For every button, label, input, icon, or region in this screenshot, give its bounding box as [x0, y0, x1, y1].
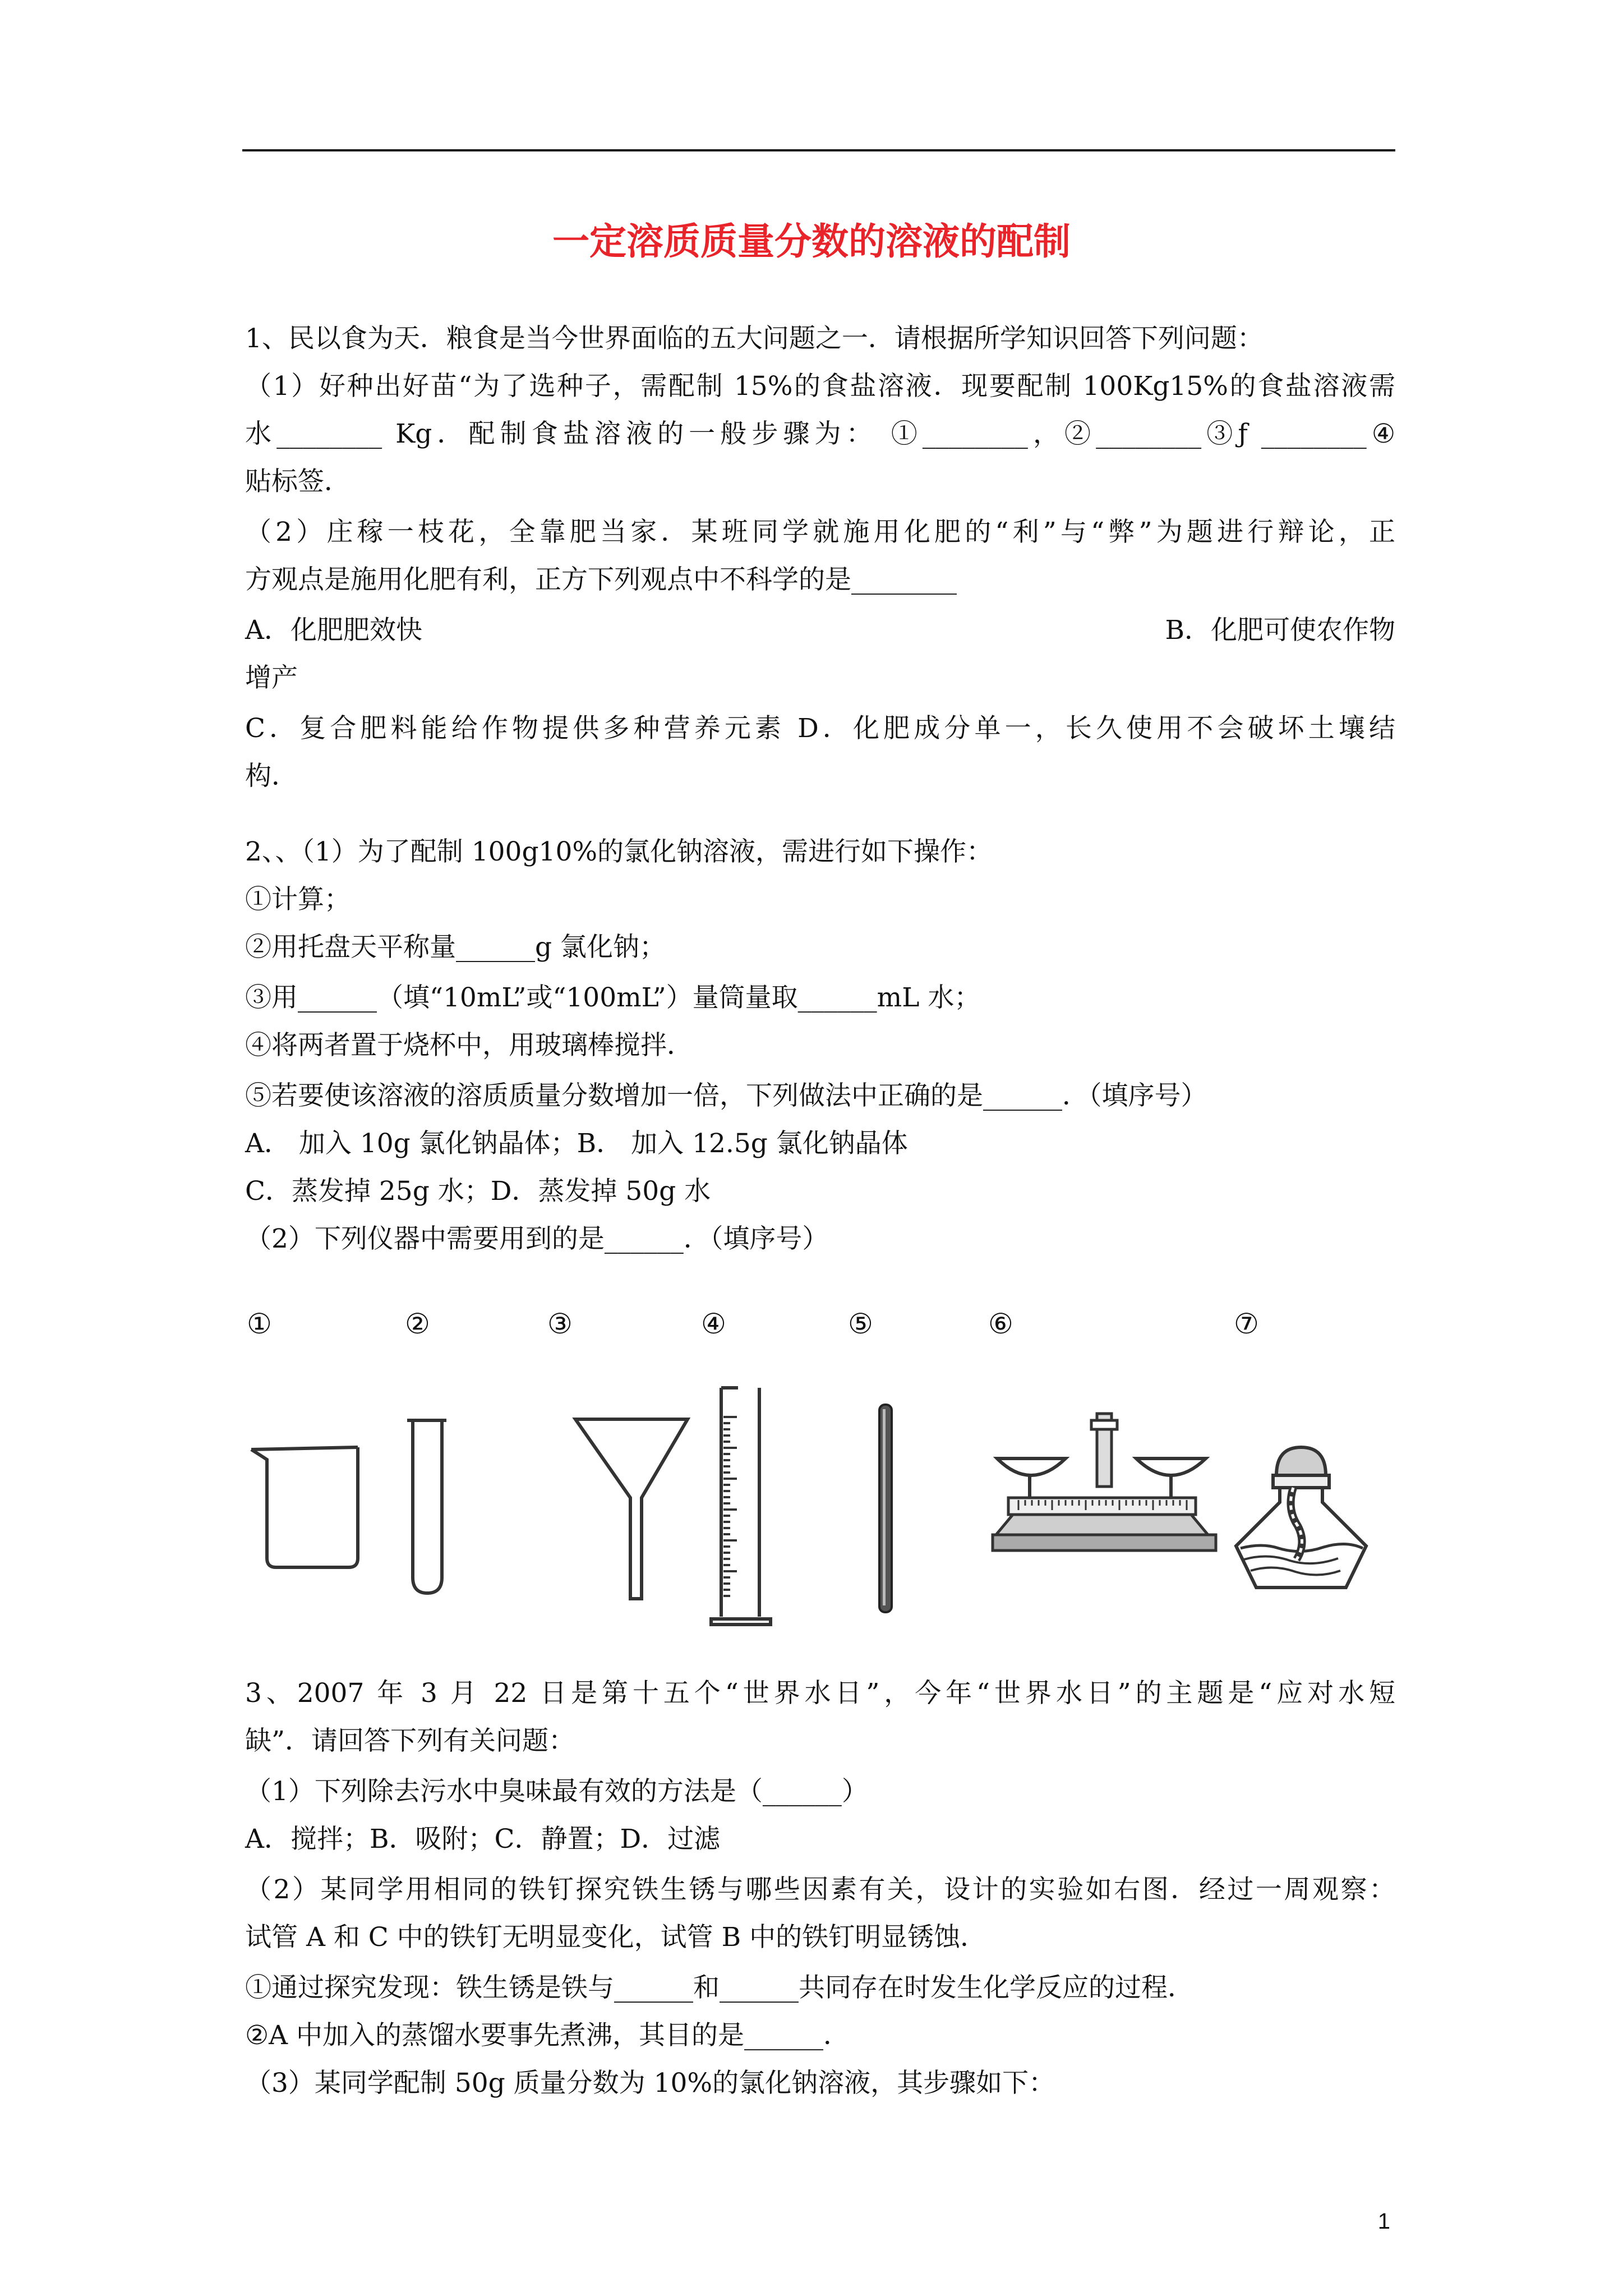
q3-part3: （3）某同学配制 50g 质量分数为 10%的氯化钠溶液，其步骤如下： — [245, 2068, 1055, 2099]
q3-intro-line2: 缺”．请回答下列有关问题： — [245, 1726, 575, 1756]
q1-part1-line3: 贴标签． — [245, 466, 351, 497]
page-title: 一定溶质质量分数的溶液的配制 — [552, 219, 1071, 263]
apparatus-label-6: ⑥ — [988, 1308, 1013, 1340]
q3-intro-line1: 3、2007 年 3 月 22 日是第十五个“世界水日”，今年“世界水日”的主题是“应对水短 — [245, 1678, 1395, 1709]
q3-part1: （1）下列除去污水中臭味最有效的方法是（______） — [245, 1776, 868, 1807]
q1-option-cd: C．复合肥料能给作物提供多种营养元素 D．化肥成分单一，长久使用不会破坏土壤结 — [245, 713, 1395, 744]
apparatus-label-3: ③ — [547, 1308, 573, 1340]
q1-option-b: B．化肥可使农作物 — [1165, 615, 1395, 646]
balance-scale-icon — [987, 1408, 1223, 1565]
q2-options-ab: A． 加入 10g 氯化钠晶体；B． 加入 12.5g 氯化钠晶体 — [245, 1128, 908, 1159]
q1-option-b-cont: 增产 — [245, 662, 298, 693]
page-number: 1 — [1377, 2209, 1390, 2234]
beaker-icon — [247, 1442, 370, 1576]
q1-option-d-cont: 构． — [245, 761, 298, 792]
q3-part2-line2: 试管 A 和 C 中的铁钉无明显变化，试管 B 中的铁钉明显锈蚀． — [245, 1922, 987, 1953]
q3-part1-options: A．搅拌；B．吸附；C．静置；D．过滤 — [245, 1824, 721, 1855]
apparatus-label-2: ② — [405, 1308, 430, 1340]
q1-part1-line1: （1）好种出好苗“为了选种子，需配制 15%的食盐溶液．现要配制 100Kg15%的食盐溶液需 — [245, 371, 1395, 402]
test-tube-icon — [405, 1414, 450, 1599]
apparatus-label-7: ⑦ — [1234, 1308, 1259, 1340]
q2-step1: ①计算； — [245, 884, 351, 915]
header-rule — [242, 149, 1395, 151]
apparatus-label-4: ④ — [701, 1308, 726, 1340]
q3-part2-line1: （2）某同学用相同的铁钉探究铁生锈与哪些因素有关，设计的实验如右图．经过一周观察： — [245, 1874, 1395, 1905]
q2-step4: ④将两者置于烧杯中，用玻璃棒搅拌． — [245, 1030, 693, 1061]
q1-part1-line2: 水________ Kg．配制食盐溶液的一般步骤为： ①________，②________③ƒ ________④ — [245, 418, 1395, 449]
funnel-icon — [572, 1414, 695, 1604]
q2-step5: ⑤若要使该溶液的溶质质量分数增加一倍，下列做法中正确的是______．（填序号） — [245, 1080, 1207, 1111]
q2-step3: ③用______（填“10mL”或“100mL”）量筒量取______mL 水； — [245, 982, 981, 1013]
q2-step2: ②用托盘天平称量______g 氯化钠； — [245, 932, 666, 963]
q1-part2-line2: 方观点是施用化肥有利，正方下列观点中不科学的是________ — [245, 564, 957, 595]
q3-part2-q1: ①通过探究发现：铁生锈是铁与______和______共同存在时发生化学反应的过程． — [245, 1972, 1194, 2003]
q3-part2-q2: ②A 中加入的蒸馏水要事先煮沸，其目的是______． — [245, 2020, 850, 2051]
glass-rod-icon — [875, 1402, 897, 1616]
q2-part2: （2）下列仪器中需要用到的是______．（填序号） — [245, 1223, 829, 1254]
graduated-cylinder-icon — [708, 1383, 781, 1630]
q2-options-cd: C．蒸发掉 25g 水；D．蒸发掉 50g 水 — [245, 1176, 711, 1207]
q1-part2-line1: （2）庄稼一枝花，全靠肥当家．某班同学就施用化肥的“利”与“弊”为题进行辩论，正 — [245, 517, 1395, 547]
q1-intro: 1、民以食为天．粮食是当今世界面临的五大问题之一．请根据所学知识回答下列问题： — [245, 323, 1264, 354]
alcohol-lamp-icon — [1228, 1436, 1374, 1599]
apparatus-label-1: ① — [247, 1308, 272, 1340]
apparatus-label-5: ⑤ — [848, 1308, 873, 1340]
q2-intro: 2、、（1）为了配制 100g10%的氯化钠溶液，需进行如下操作： — [245, 836, 993, 867]
q1-option-a: A．化肥肥效快 — [245, 615, 422, 646]
